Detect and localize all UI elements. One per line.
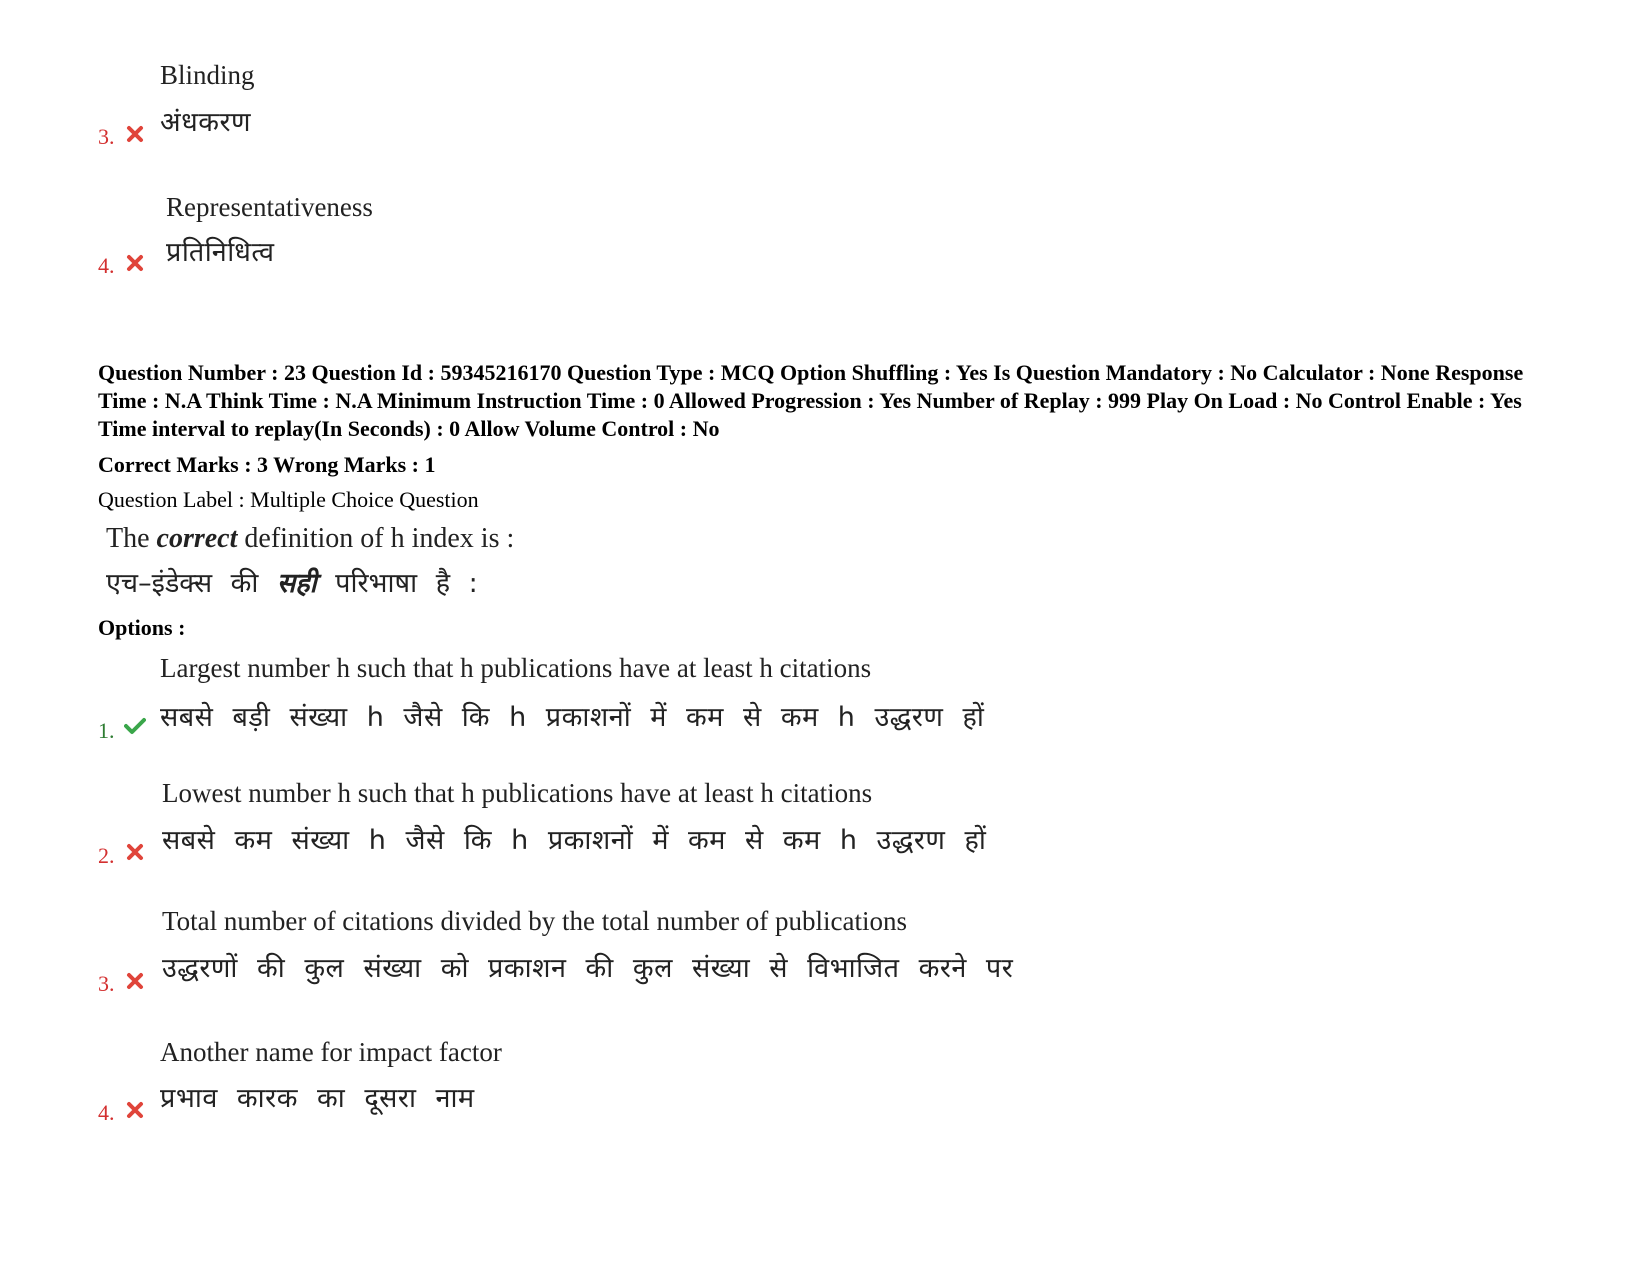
option-number: 3. xyxy=(98,124,115,149)
question-marks: Correct Marks : 3 Wrong Marks : 1 xyxy=(98,452,436,477)
cross-icon xyxy=(126,972,144,990)
option-text-en: Lowest number h such that h publications have at least h citations xyxy=(162,778,873,808)
option-text-en: Another name for impact factor xyxy=(160,1037,502,1067)
question-text-en: The correct definition of h index is : xyxy=(106,523,515,554)
options-label: Options : xyxy=(98,615,186,640)
option-number: 4. xyxy=(98,1100,115,1125)
question-label: Question Label : Multiple Choice Question xyxy=(98,487,479,512)
option-number: 1. xyxy=(98,718,115,743)
option-text-hi: उद्धरणों की कुल संख्या को प्रकाशन की कुल संख्या से विभाजित करने पर xyxy=(162,953,1014,984)
option-text-hi: सबसे कम संख्या h जैसे कि h प्रकाशनों में कम से कम h उद्धरण हों xyxy=(162,825,987,856)
question-text-hi: एच–इंडेक्स की सही परिभाषा है : xyxy=(106,568,478,599)
question-text-hi-emphasis: सही xyxy=(276,568,317,599)
option-number: 2. xyxy=(98,843,115,868)
option-text-hi: अंधकरण xyxy=(160,107,252,138)
cross-icon xyxy=(126,843,144,861)
option-text-en: Largest number h such that h publications have at least h citations xyxy=(160,653,872,683)
cross-icon xyxy=(126,254,144,272)
option-text-hi: प्रतिनिधित्व xyxy=(166,237,275,268)
option-text-en: Representativeness xyxy=(166,192,373,222)
option-text-en: Blinding xyxy=(160,60,255,90)
check-icon xyxy=(124,717,146,735)
option-text-en: Total number of citations divided by the total number of publications xyxy=(162,906,907,936)
option-number: 4. xyxy=(98,253,115,278)
question-text-en-emphasis: correct xyxy=(156,523,238,554)
cross-icon xyxy=(126,1101,144,1119)
cross-icon xyxy=(126,125,144,143)
question-meta: Question Number : 23 Question Id : 59345216170 Question Type : MCQ Option Shuffling : Yes Is Question Mandatory : No Calculator : None Response Time : N.A Think Time : N.A Minimum Instruction Time : 0 Allowed Progression : Yes Number of Replay : 999 Play On Load : No Control Enable : Yes Time interval to replay(In Seconds) : 0 Allow Volume Control : No xyxy=(98,360,1524,441)
option-text-hi: प्रभाव कारक का दूसरा नाम xyxy=(160,1083,475,1114)
option-number: 3. xyxy=(98,971,115,996)
option-text-hi: सबसे बड़ी संख्या h जैसे कि h प्रकाशनों में कम से कम h उद्धरण हों xyxy=(160,702,985,733)
